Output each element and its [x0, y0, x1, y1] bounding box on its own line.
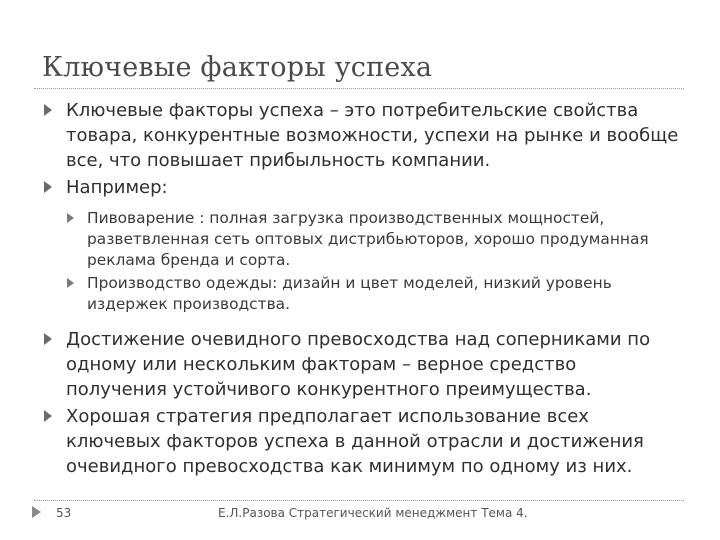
triangle-bullet-icon [44, 181, 52, 193]
triangle-bullet-icon [44, 410, 52, 422]
triangle-bullet-icon [44, 333, 52, 345]
slide-title: Ключевые факторы успеха [42, 52, 433, 83]
footer-caption: Е.Л.Разова Стратегический менеджмент Тема 4. [218, 506, 528, 520]
sub-bullet-list [63, 208, 682, 315]
bullet-text: Хорошая стратегия предполагает использование всех ключевых факторов успеха в данной отрасли и достижения очевидного превосходства как минимум по одному из них. [66, 406, 644, 477]
sub-bullet-item [63, 208, 682, 271]
bullet-text: Например: [66, 177, 168, 198]
bullet-item [42, 98, 682, 173]
bullet-item [42, 404, 682, 479]
footer-triangle-icon [32, 506, 41, 518]
bullet-text: Достижение очевидного превосходства над соперниками по одному или нескольким факторам – верное средство получения устойчивого конкурентного преимущества. [66, 329, 651, 400]
sub-bullet-item [63, 273, 682, 315]
triangle-bullet-icon [67, 278, 74, 288]
sub-bullet-text: Производство одежды: дизайн и цвет моделей, низкий уровень издержек производства. [87, 274, 612, 313]
bullet-text: Ключевые факторы успеха – это потребительские свойства товара, конкурентные возможности, успехи на рынке и вообще все, что повышает прибыльность компании. [66, 100, 679, 171]
title-divider [34, 88, 684, 89]
page-number: 53 [56, 506, 72, 520]
triangle-bullet-icon [44, 104, 52, 116]
triangle-bullet-icon [67, 213, 74, 223]
bullet-item [42, 327, 682, 402]
bullet-item [42, 175, 682, 200]
sub-bullet-text: Пивоварение : полная загрузка производственных мощностей, разветвленная сеть оптовых дистрибьюторов, хорошо продуманная реклама бренда и сорта. [87, 209, 649, 269]
footer-divider [34, 500, 684, 501]
slide-content [42, 98, 682, 479]
